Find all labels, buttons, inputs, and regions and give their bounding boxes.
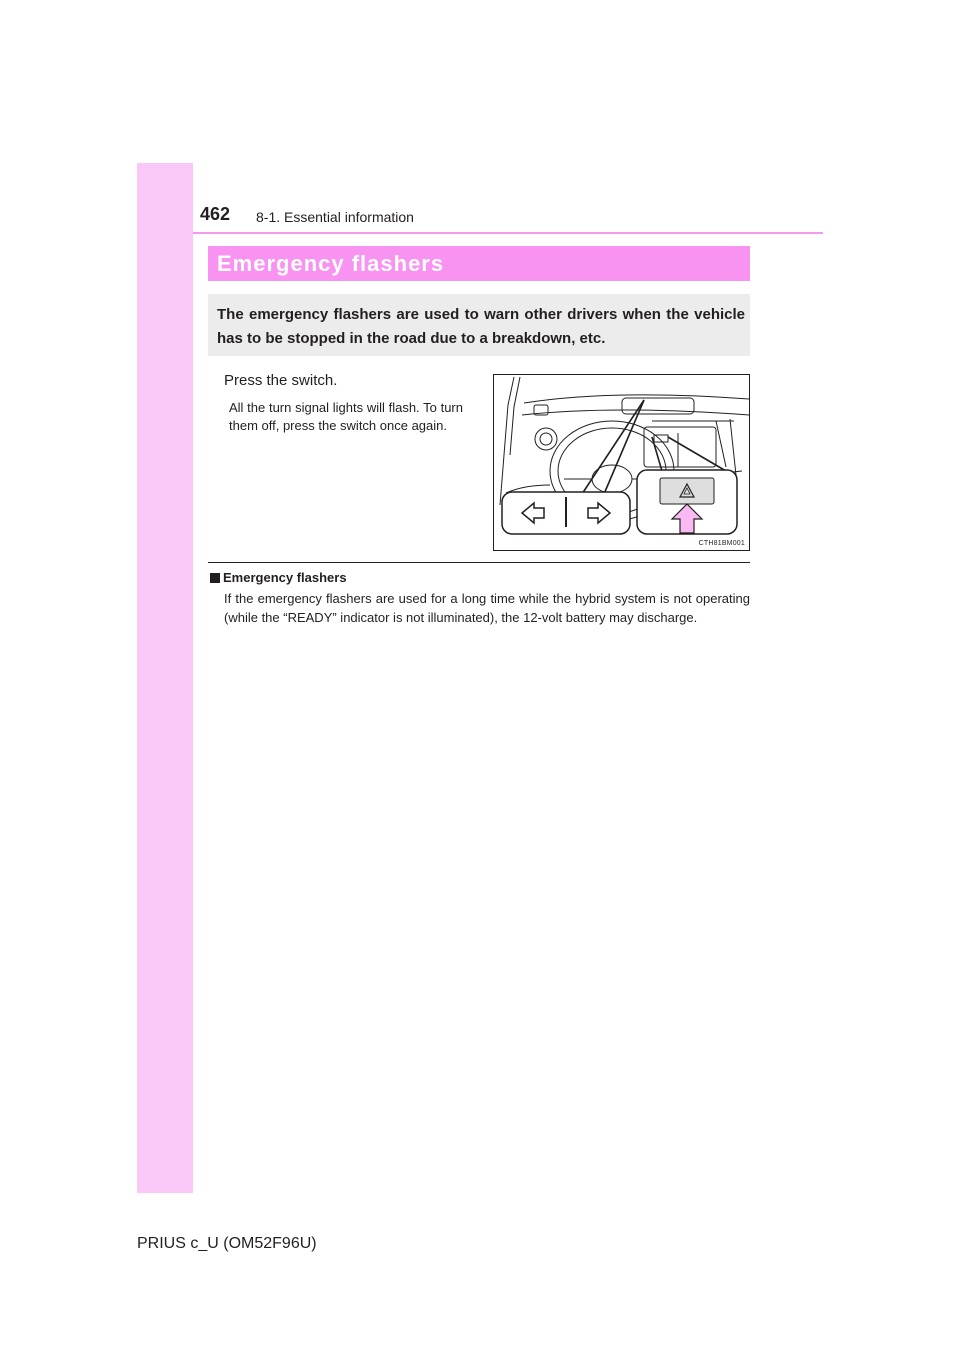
note-title [210, 570, 347, 585]
section-title: Emergency flashers [217, 251, 445, 276]
intro-text: The emergency flashers are used to warn other drivers when the vehicle has to be stopped in the road due to a breakdown, etc. [217, 306, 745, 347]
dashboard-illustration [493, 374, 750, 551]
header-rule [193, 232, 823, 234]
figure-code: CTH81BM001 [698, 540, 745, 547]
note-title-text: Emergency flashers [223, 570, 347, 585]
side-band [137, 163, 193, 1193]
page-number: 462 [200, 204, 231, 224]
square-bullet-icon [210, 573, 220, 583]
step-title: Press the switch. [224, 372, 338, 389]
step-body: All the turn signal lights will flash. To turn them off, press the switch once again. [229, 400, 463, 433]
dashboard-drawing [494, 375, 751, 552]
separator-rule [208, 562, 750, 563]
section-title-bar [208, 246, 750, 281]
footer-model: PRIUS c_U (OM52F96U) [137, 1235, 317, 1252]
intro-box [208, 294, 750, 356]
note-body: If the emergency flashers are used for a long time while the hybrid system is not operating (while the “READY” indicator is not illuminated), the 12-volt battery may discharge. [224, 591, 750, 625]
section-label: 8-1. Essential information [256, 209, 414, 225]
